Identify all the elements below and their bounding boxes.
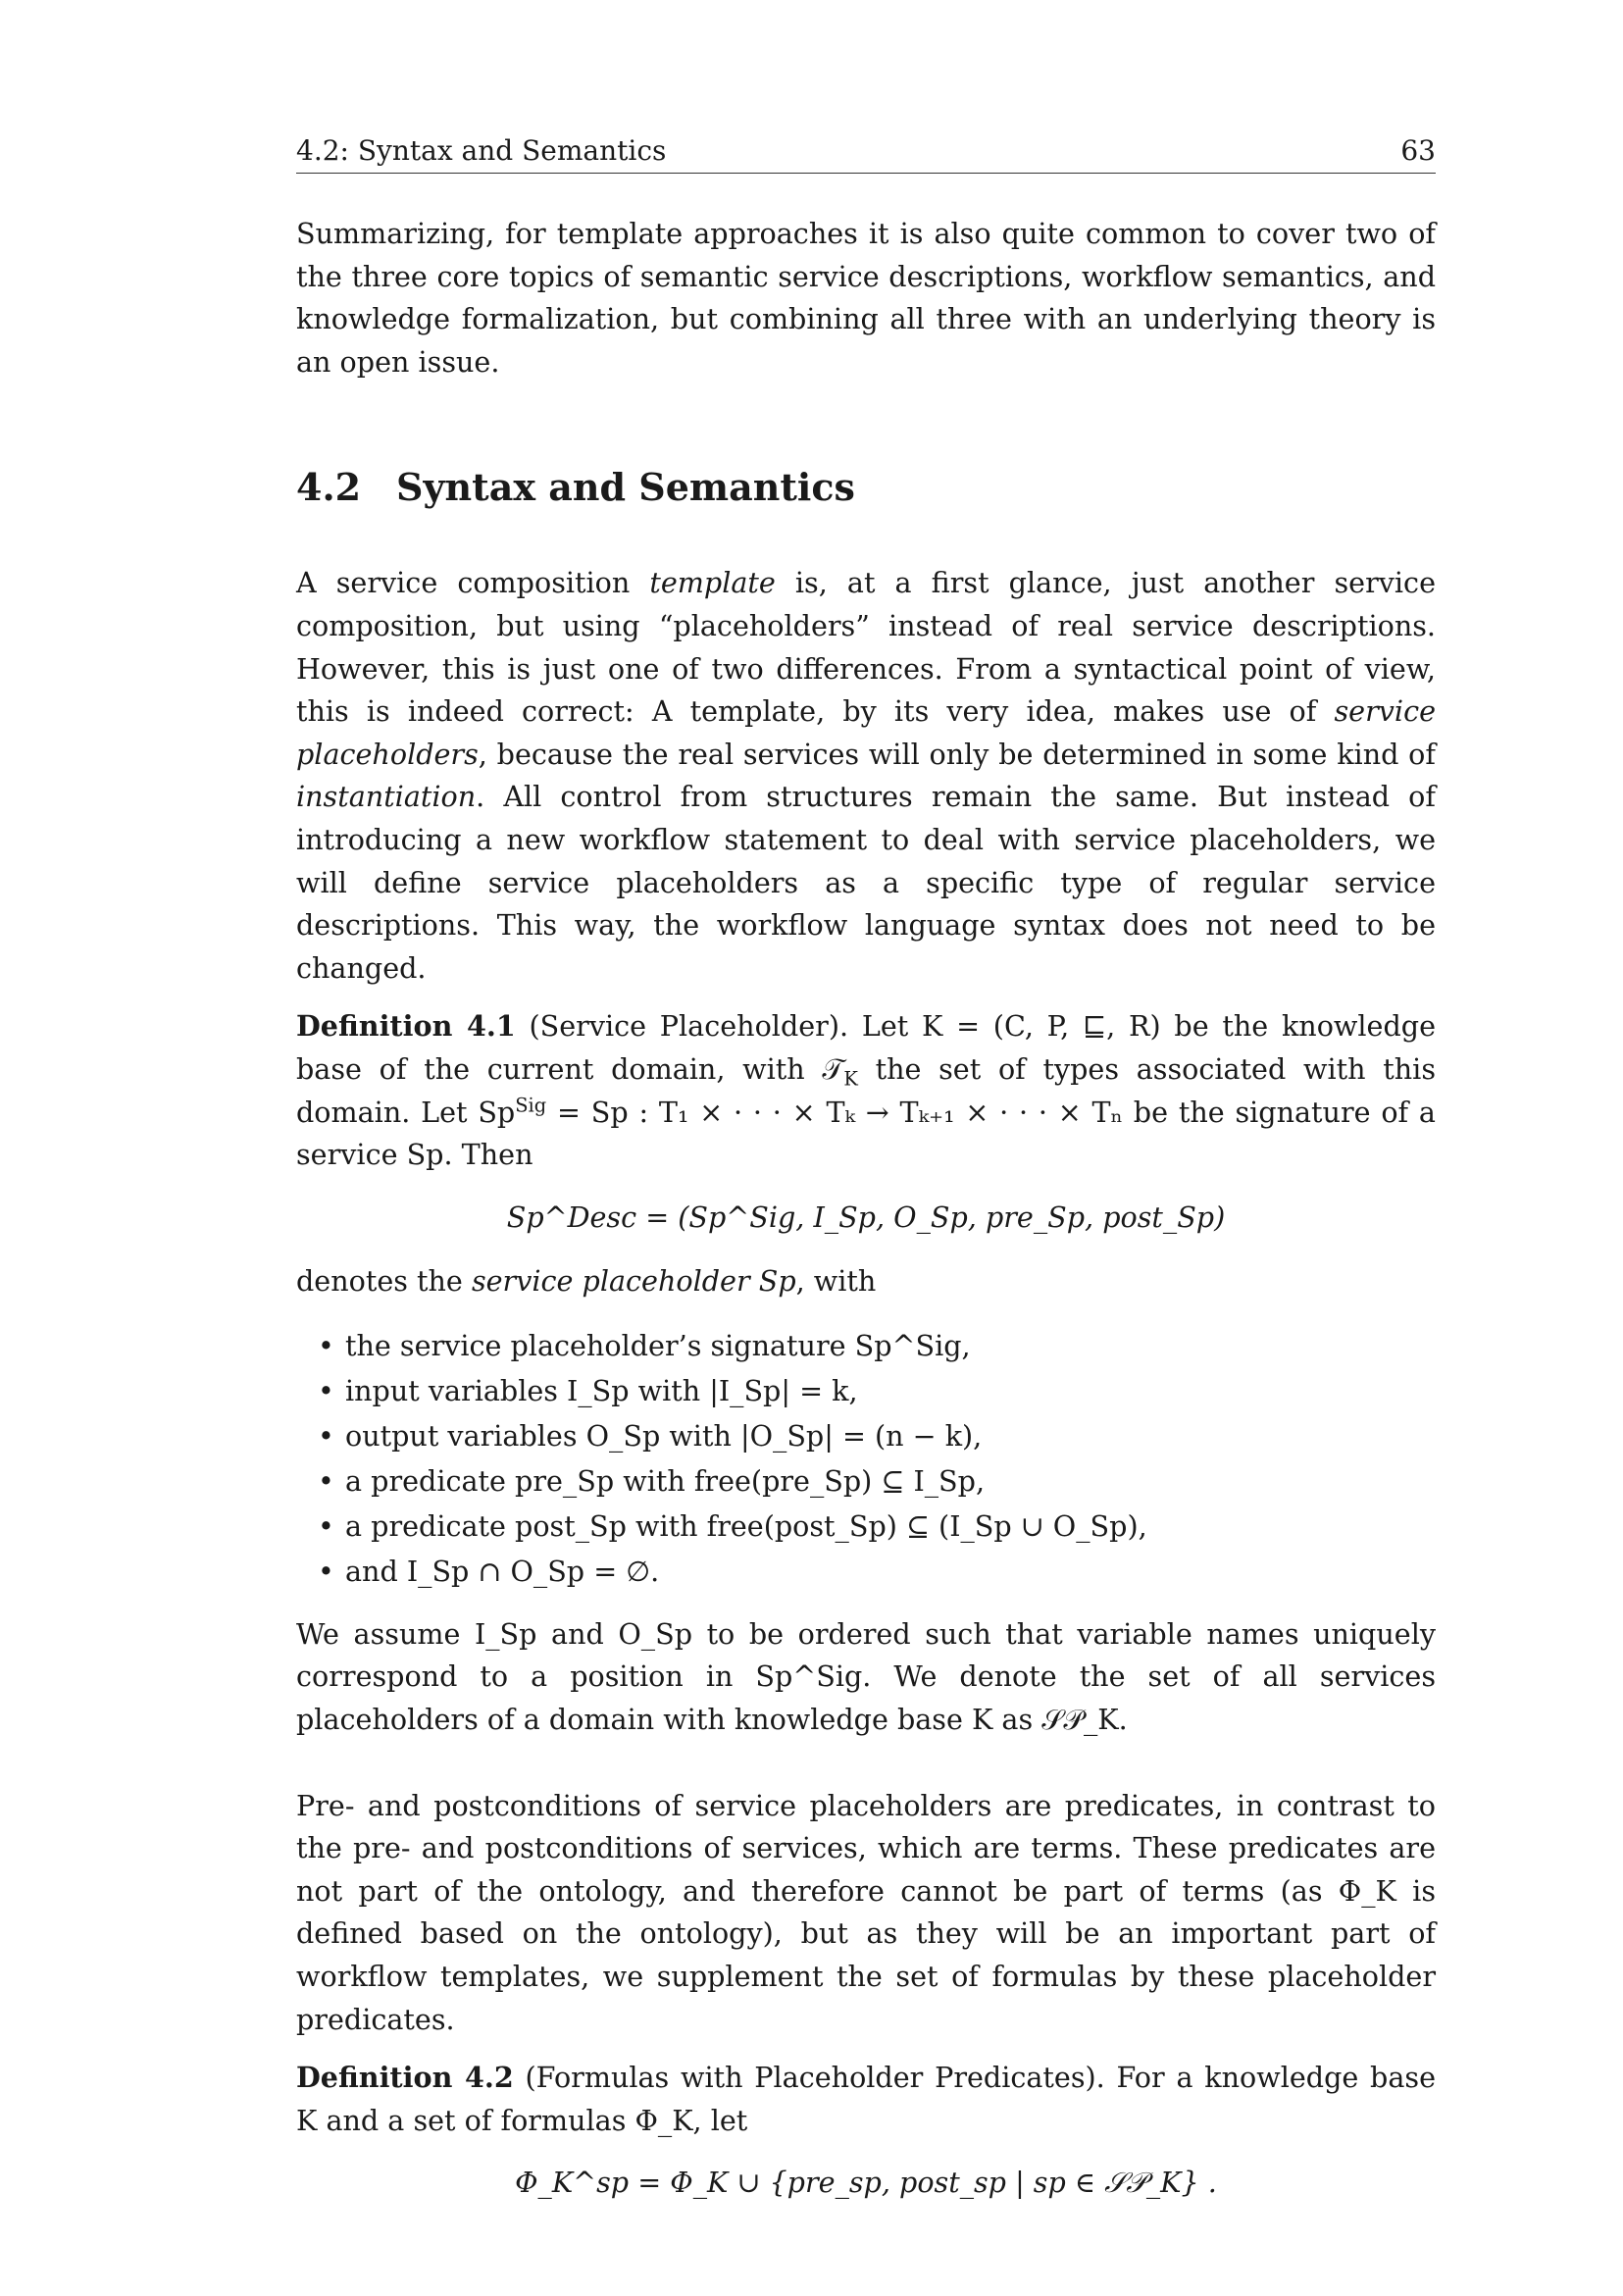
- intro-paragraph: Summarizing, for template approaches it is also quite common to cover two of the three core topics of semantic service descriptions, workflow semantics, and knowledge formalization, but combining all three with an underlying theory is an open issue.: [296, 217, 1436, 379]
- section-number: 4.2: [296, 465, 362, 510]
- formula-sp-desc: Sp^Desc = (Sp^Sig, I_Sp, O_Sp, pre_Sp, post_Sp): [506, 1199, 1226, 1234]
- page-number: 63: [1400, 134, 1436, 167]
- term-instantiation: instantiation: [296, 780, 477, 814]
- page: [296, 133, 1436, 2226]
- placeholder-components-list: [296, 1323, 1436, 1594]
- paragraph-pre-postconditions: Pre- and postconditions of service placeholders are predicates, in contrast to the pre- and postconditions of services, which are terms. These predicates are not part of the ontology, and therefore cannot be part of terms (as Φ_K is defined based on the ontology), but as they will be an important part of workflow templates, we supplement the set of formulas by these placeholder predicates.: [296, 1788, 1436, 2036]
- list-item: • output variables O_Sp with |O_Sp| = (n − k),: [345, 1413, 1436, 1458]
- term-template: template: [649, 566, 776, 600]
- list-item: • input variables I_Sp with |I_Sp| = k,: [345, 1368, 1436, 1413]
- list-item: • and I_Sp ∩ O_Sp = ∅.: [345, 1549, 1436, 1594]
- definition-name: (Formulas with Placeholder Predicates).: [525, 2061, 1105, 2095]
- assumption-paragraph: We assume I_Sp and O_Sp to be ordered such that variable names uniquely correspond to a position in Sp^Sig. We denote the set of all services placeholders of a domain with knowledge base K as 𝒮𝒫_K.: [296, 1616, 1436, 1737]
- formula-phi-sp: Φ_K^sp = Φ_K ∪ {pre_sp, post_sp | sp ∈ 𝒮𝒫_K} .: [515, 2166, 1217, 2200]
- denotes-line: denotes the service placeholder Sp, with: [296, 1264, 877, 1299]
- term-service-placeholders: service placeholders: [296, 694, 1436, 771]
- header-section-title: 4.2: Syntax and Semantics: [296, 134, 667, 167]
- definition-label: Definition 4.1: [296, 1009, 516, 1044]
- list-item: • the service placeholder’s signature Sp^Sig,: [345, 1323, 1436, 1368]
- paragraph-template-intro: A service composition template is, at a first glance, just another service composition, but using “placeholders” instead of real service descriptions. However, this is just one of two differences. From a syntactical point of view, this is indeed correct: A template, by its very idea, makes use of service placeholders, because the real services will only be determined in some kind of instantiation. All control from structures remain the same. But instead of introducing a new workflow statement to deal with service placeholders, we will define service placeholders as a specific type of regular service descriptions. This way, the workflow language syntax does not need to be changed.: [296, 566, 1436, 985]
- definition-4-1: Definition 4.1 (Service Placeholder). Let K = (C, P, ⊑, R) be the knowledge base of the current domain, with 𝒯$_K$ the set of types associated with this domain. Let $Sp^{Sig} = Sp$ : T₁ × · · · × Tₖ → Tₖ₊₁ × · · · × Tₙ be the signature of a service Sp. Then: [296, 1009, 1436, 1172]
- section-title: Syntax and Semantics: [396, 465, 855, 510]
- definition-label: Definition 4.2: [296, 2061, 514, 2095]
- section-heading: [296, 464, 1436, 511]
- definition-4-2: Definition 4.2 (Formulas with Placeholder Predicates). For a knowledge base K and a set of formulas Φ_K, let: [296, 2061, 1437, 2137]
- list-item: • a predicate post_Sp with free(post_Sp) ⊆ (I_Sp ∪ O_Sp),: [345, 1504, 1436, 1549]
- definition-name: (Service Placeholder).: [529, 1009, 849, 1044]
- running-header: [296, 133, 1436, 174]
- list-item: • a predicate pre_Sp with free(pre_Sp) ⊆ I_Sp,: [345, 1458, 1436, 1504]
